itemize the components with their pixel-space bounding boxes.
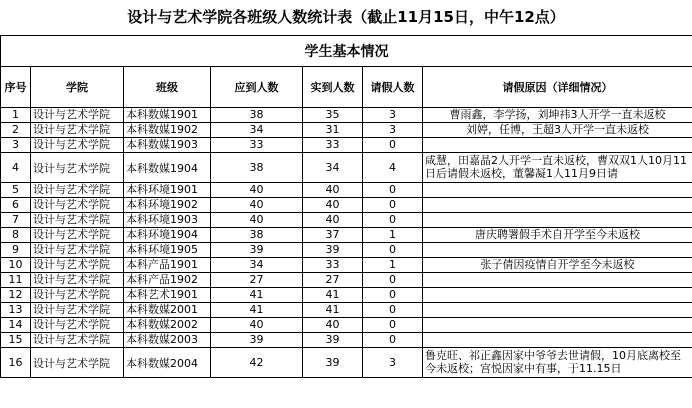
section-title: 学生基本情况 bbox=[1, 36, 692, 67]
cell-actual[interactable]: 40 bbox=[303, 198, 363, 213]
cell-leave[interactable]: 0 bbox=[363, 138, 423, 153]
cell-class[interactable]: 本科数媒1901 bbox=[124, 108, 211, 123]
header-row bbox=[1, 67, 692, 108]
cell-college[interactable]: 设计与艺术学院 bbox=[31, 333, 124, 348]
cell-class[interactable]: 本科环境1901 bbox=[124, 183, 211, 198]
header-expected[interactable]: 应到人数 bbox=[211, 67, 303, 108]
cell-class[interactable]: 本科数媒2001 bbox=[124, 303, 211, 318]
cell-actual[interactable]: 40 bbox=[303, 318, 363, 333]
cell-college[interactable]: 设计与艺术学院 bbox=[31, 198, 124, 213]
cell-college[interactable]: 设计与艺术学院 bbox=[31, 138, 124, 153]
cell-leave[interactable]: 0 bbox=[363, 303, 423, 318]
cell-expected[interactable]: 34 bbox=[211, 258, 303, 273]
cell-class[interactable]: 本科环境1902 bbox=[124, 198, 211, 213]
cell-reason[interactable]: 曹雨鑫，李学扬，刘坤祎3人开学一直未返校 bbox=[423, 108, 692, 123]
cell-no[interactable]: 7 bbox=[1, 213, 31, 228]
cell-no[interactable]: 11 bbox=[1, 273, 31, 288]
cell-expected[interactable]: 34 bbox=[211, 123, 303, 138]
header-college[interactable]: 学院 bbox=[31, 67, 124, 108]
cell-expected[interactable]: 38 bbox=[211, 108, 303, 123]
cell-college[interactable]: 设计与艺术学院 bbox=[31, 303, 124, 318]
table-row bbox=[1, 303, 692, 318]
cell-leave[interactable]: 3 bbox=[363, 348, 423, 378]
cell-expected[interactable]: 42 bbox=[211, 348, 303, 378]
cell-no[interactable]: 4 bbox=[1, 153, 31, 183]
table-row bbox=[1, 258, 692, 273]
cell-actual[interactable]: 39 bbox=[303, 243, 363, 258]
cell-college[interactable]: 设计与艺术学院 bbox=[31, 123, 124, 138]
cell-leave[interactable]: 1 bbox=[363, 258, 423, 273]
cell-reason[interactable] bbox=[423, 303, 692, 318]
cell-college[interactable]: 设计与艺术学院 bbox=[31, 228, 124, 243]
cell-no[interactable]: 13 bbox=[1, 303, 31, 318]
header-no[interactable]: 序号 bbox=[1, 67, 31, 108]
cell-no[interactable]: 14 bbox=[1, 318, 31, 333]
cell-expected[interactable]: 40 bbox=[211, 183, 303, 198]
cell-actual[interactable]: 34 bbox=[303, 153, 363, 183]
cell-class[interactable]: 本科环境1904 bbox=[124, 228, 211, 243]
header-reason[interactable]: 请假原因（详细情况） bbox=[423, 67, 692, 108]
cell-college[interactable]: 设计与艺术学院 bbox=[31, 213, 124, 228]
cell-college[interactable]: 设计与艺术学院 bbox=[31, 288, 124, 303]
cell-leave[interactable]: 1 bbox=[363, 228, 423, 243]
cell-reason[interactable]: 唐庆聘署假手术自开学至今未返校 bbox=[423, 228, 692, 243]
cell-no[interactable]: 12 bbox=[1, 288, 31, 303]
table-row bbox=[1, 183, 692, 198]
table-row bbox=[1, 108, 692, 123]
cell-college[interactable]: 设计与艺术学院 bbox=[31, 318, 124, 333]
table-row bbox=[1, 333, 692, 348]
cell-actual[interactable]: 33 bbox=[303, 138, 363, 153]
cell-class[interactable]: 本科环境1905 bbox=[124, 243, 211, 258]
cell-college[interactable]: 设计与艺术学院 bbox=[31, 183, 124, 198]
cell-reason[interactable] bbox=[423, 333, 692, 348]
table-row bbox=[1, 213, 692, 228]
cell-class[interactable]: 本科数媒2002 bbox=[124, 318, 211, 333]
cell-college[interactable]: 设计与艺术学院 bbox=[31, 273, 124, 288]
cell-class[interactable]: 本科数媒1904 bbox=[124, 153, 211, 183]
cell-leave[interactable]: 0 bbox=[363, 213, 423, 228]
cell-leave[interactable]: 0 bbox=[363, 288, 423, 303]
cell-reason[interactable] bbox=[423, 138, 692, 153]
cell-reason[interactable] bbox=[423, 318, 692, 333]
cell-expected[interactable]: 33 bbox=[211, 138, 303, 153]
cell-expected[interactable]: 27 bbox=[211, 273, 303, 288]
header-leave[interactable]: 请假人数 bbox=[363, 67, 423, 108]
cell-actual[interactable]: 31 bbox=[303, 123, 363, 138]
cell-no[interactable]: 2 bbox=[1, 123, 31, 138]
cell-reason[interactable] bbox=[423, 198, 692, 213]
cell-class[interactable]: 本科艺术1901 bbox=[124, 288, 211, 303]
cell-no[interactable]: 10 bbox=[1, 258, 31, 273]
cell-reason[interactable] bbox=[423, 183, 692, 198]
header-class[interactable]: 班级 bbox=[124, 67, 211, 108]
cell-college[interactable]: 设计与艺术学院 bbox=[31, 108, 124, 123]
cell-no[interactable]: 15 bbox=[1, 333, 31, 348]
cell-no[interactable]: 1 bbox=[1, 108, 31, 123]
table-row bbox=[1, 123, 692, 138]
cell-class[interactable]: 本科数媒2004 bbox=[124, 348, 211, 378]
cell-leave[interactable]: 0 bbox=[363, 183, 423, 198]
cell-class[interactable]: 本科数媒1903 bbox=[124, 138, 211, 153]
cell-expected[interactable]: 41 bbox=[211, 288, 303, 303]
cell-class[interactable]: 本科产品1901 bbox=[124, 258, 211, 273]
cell-actual[interactable]: 39 bbox=[303, 348, 363, 378]
cell-actual[interactable]: 33 bbox=[303, 258, 363, 273]
table-row bbox=[1, 153, 692, 183]
table-row bbox=[1, 228, 692, 243]
table-row bbox=[1, 198, 692, 213]
cell-leave[interactable]: 0 bbox=[363, 198, 423, 213]
cell-class[interactable]: 本科数媒2003 bbox=[124, 333, 211, 348]
cell-no[interactable]: 16 bbox=[1, 348, 31, 378]
table-row bbox=[1, 318, 692, 333]
cell-leave[interactable]: 0 bbox=[363, 243, 423, 258]
cell-expected[interactable]: 38 bbox=[211, 153, 303, 183]
table-row bbox=[1, 348, 692, 378]
cell-leave[interactable]: 3 bbox=[363, 108, 423, 123]
cell-actual[interactable]: 39 bbox=[303, 333, 363, 348]
student-table bbox=[0, 35, 692, 378]
cell-college[interactable]: 设计与艺术学院 bbox=[31, 258, 124, 273]
cell-reason[interactable] bbox=[423, 213, 692, 228]
cell-leave[interactable]: 4 bbox=[363, 153, 423, 183]
cell-expected[interactable]: 39 bbox=[211, 333, 303, 348]
sheet-title: 设计与艺术学院各班级人数统计表（截止11月15日，中午12点） bbox=[127, 8, 565, 26]
cell-actual[interactable]: 41 bbox=[303, 288, 363, 303]
cell-actual[interactable]: 40 bbox=[303, 213, 363, 228]
cell-no[interactable]: 5 bbox=[1, 183, 31, 198]
cell-actual[interactable]: 27 bbox=[303, 273, 363, 288]
cell-leave[interactable]: 0 bbox=[363, 333, 423, 348]
cell-actual[interactable]: 35 bbox=[303, 108, 363, 123]
cell-actual[interactable]: 41 bbox=[303, 303, 363, 318]
table-row bbox=[1, 288, 692, 303]
cell-no[interactable]: 3 bbox=[1, 138, 31, 153]
cell-expected[interactable]: 41 bbox=[211, 303, 303, 318]
cell-class[interactable]: 本科产品1902 bbox=[124, 273, 211, 288]
cell-leave[interactable]: 3 bbox=[363, 123, 423, 138]
cell-college[interactable]: 设计与艺术学院 bbox=[31, 348, 124, 378]
cell-college[interactable]: 设计与艺术学院 bbox=[31, 243, 124, 258]
cell-actual[interactable]: 37 bbox=[303, 228, 363, 243]
cell-leave[interactable]: 0 bbox=[363, 273, 423, 288]
cell-expected[interactable]: 39 bbox=[211, 243, 303, 258]
table-row bbox=[1, 243, 692, 258]
cell-no[interactable]: 6 bbox=[1, 198, 31, 213]
cell-expected[interactable]: 40 bbox=[211, 198, 303, 213]
cell-leave[interactable]: 0 bbox=[363, 318, 423, 333]
cell-no[interactable]: 9 bbox=[1, 243, 31, 258]
cell-expected[interactable]: 40 bbox=[211, 213, 303, 228]
cell-actual[interactable]: 40 bbox=[303, 183, 363, 198]
cell-expected[interactable]: 40 bbox=[211, 318, 303, 333]
cell-reason[interactable]: 张子倩因疫情自开学至今未返校 bbox=[423, 258, 692, 273]
cell-no[interactable]: 8 bbox=[1, 228, 31, 243]
cell-class[interactable]: 本科数媒1902 bbox=[124, 123, 211, 138]
cell-reason[interactable]: 刘婷，任博，王超3人开学一直未返校 bbox=[423, 123, 692, 138]
cell-reason[interactable]: 鲁克旺、祁正鑫因家中爷爷去世请假，10月底离校至今未返校；宫悦因家中有事，于11.15日 bbox=[423, 348, 692, 378]
cell-expected[interactable]: 38 bbox=[211, 228, 303, 243]
table-row bbox=[1, 138, 692, 153]
cell-class[interactable]: 本科环境1903 bbox=[124, 213, 211, 228]
cell-reason[interactable] bbox=[423, 288, 692, 303]
header-actual[interactable]: 实到人数 bbox=[303, 67, 363, 108]
table-row bbox=[1, 273, 692, 288]
cell-reason[interactable] bbox=[423, 243, 692, 258]
cell-reason[interactable]: 咸慧，田嘉晶2人开学一直未返校，曹双双1人10月11日后请假未返校，董馨凝1人11月9日请 bbox=[423, 153, 692, 183]
cell-reason[interactable] bbox=[423, 273, 692, 288]
cell-college[interactable]: 设计与艺术学院 bbox=[31, 153, 124, 183]
